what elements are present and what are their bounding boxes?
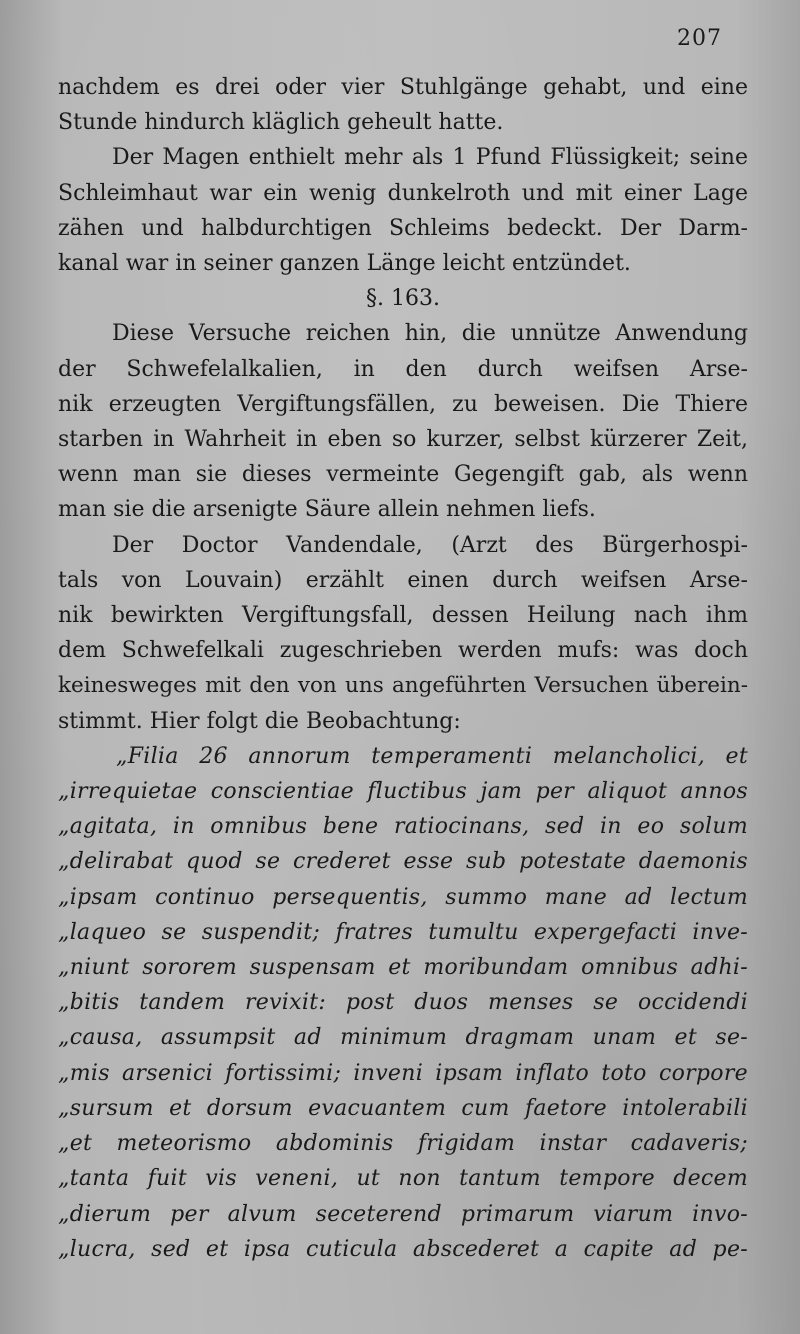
latin-line: „bitis tandem revixit: post duos menses se occidendi xyxy=(58,990,748,1016)
text-line: nik erzeugten Vergiftungsfällen, zu beweisen. Die Thiere xyxy=(58,391,748,417)
paragraph-experiments xyxy=(58,316,748,527)
paragraph-continuation xyxy=(58,70,748,140)
text-line: kanal war in seiner ganzen Länge leicht entzündet. xyxy=(58,251,631,277)
text-line: Schleimhaut war ein wenig dunkelroth und mit einer Lage xyxy=(58,180,748,206)
text-line: Der Doctor Vandendale, (Arzt des Bürgerhospi- xyxy=(112,532,748,558)
latin-line: „sursum et dorsum evacuantem cum faetore intolerabili xyxy=(58,1095,748,1121)
text-line: starben in Wahrheit in eben so kurzer, selbst kürzerer Zeit, xyxy=(58,427,748,453)
latin-line: „delirabat quod se crederet esse sub potestate daemonis xyxy=(58,849,748,875)
latin-line: „tanta fuit vis veneni, ut non tantum tempore decem xyxy=(58,1166,748,1192)
text-line: der Schwefelalkalien, in den durch weifsen Arse- xyxy=(58,356,748,382)
latin-line: „agitata, in omnibus bene ratiocinans, sed in eo solum xyxy=(58,814,748,840)
text-line: tals von Louvain) erzählt einen durch weifsen Arse- xyxy=(58,567,748,593)
text-line: nik bewirkten Vergiftungsfall, dessen Heilung nach ihm xyxy=(58,603,748,629)
paragraph-stomach xyxy=(58,140,748,281)
text-block xyxy=(58,70,748,1267)
latin-quotation xyxy=(58,739,748,1267)
latin-line: „et meteorismo abdominis frigidam instar cadaveris; xyxy=(58,1131,748,1157)
latin-line: „lucra, sed et ipsa cuticula abscederet a capite ad pe- xyxy=(58,1236,748,1262)
text-line: stimmt. Hier folgt die Beobachtung: xyxy=(58,708,461,734)
section-heading: §. 163. xyxy=(366,286,440,312)
latin-line: „Filia 26 annorum temperamenti melancholici, et xyxy=(116,743,748,769)
latin-line: „dierum per alvum seceterend primarum viarum invo- xyxy=(58,1201,748,1227)
text-line: nachdem es drei oder vier Stuhlgänge gehabt, und eine xyxy=(58,75,748,100)
latin-line: „ipsam continuo persequentis, summo mane ad lectum xyxy=(58,884,748,910)
text-line: man sie die arsenigte Säure allein nehmen liefs. xyxy=(58,497,596,523)
latin-line: „mis arsenici fortissimi; inveni ipsam inflato toto corpore xyxy=(58,1060,748,1086)
paragraph-vandendale xyxy=(58,528,748,739)
text-line: zähen und halbdurchtigen Schleims bedeckt. Der Darm- xyxy=(58,215,748,241)
latin-line: „niunt sororem suspensam et moribundam omnibus adhi- xyxy=(58,955,748,981)
text-line: Der Magen enthielt mehr als 1 Pfund Flüssigkeit; seine xyxy=(112,145,748,171)
text-line: Diese Versuche reichen hin, die unnütze Anwendung xyxy=(112,321,748,347)
text-line: dem Schwefelkali zugeschrieben werden mufs: was doch xyxy=(58,638,748,664)
latin-line: „laqueo se suspendit; fratres tumultu expergefacti inve- xyxy=(58,919,748,945)
text-line: wenn man sie dieses vermeinte Gegengift gab, als wenn xyxy=(58,462,748,488)
page-number: 207 xyxy=(677,26,722,51)
latin-line: „irrequietae conscientiae fluctibus jam per aliquot annos xyxy=(58,779,748,805)
text-line: Stunde hindurch kläglich geheult hatte. xyxy=(58,110,504,136)
text-line: keinesweges mit den von uns angeführten Versuchen überein- xyxy=(58,673,748,699)
latin-line: „causa, assumpsit ad minimum dragmam unam et se- xyxy=(58,1025,748,1051)
